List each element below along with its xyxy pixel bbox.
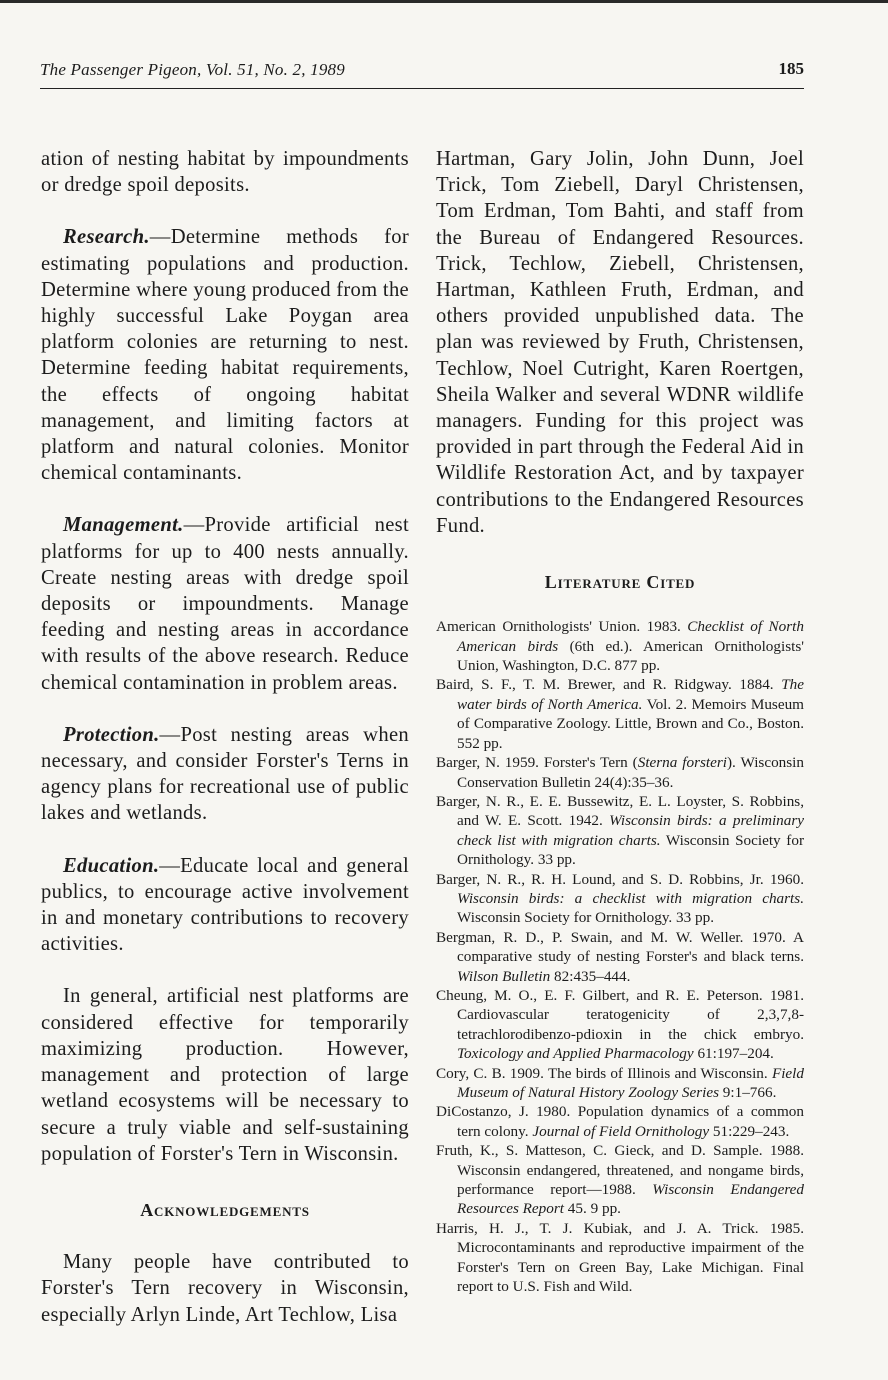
research-lead: Research. [63,226,150,249]
protection-text: —Post nesting areas when necessary, and consider Forster's Terns in agency plans for recreational use of public lakes and wetlands. [41,723,409,825]
management-paragraph [41,512,409,695]
reference-text: 9:1–766. [718,1084,777,1101]
reference-item [436,675,804,753]
protection-paragraph [41,722,409,827]
reference-text: American Ornithologists' Union. 1983. [436,618,688,636]
reference-item [436,1064,804,1103]
research-text: —Determine methods for estimating populations and production. Determine where young produced from the highly successful Lake Poygan area platform colonies are returning to nest. Determine feeding habitat requirements, the effects of ongoing habitat management, and limiting factors at platform and natural colonies. Monitor chemical contaminants. [41,226,409,485]
reference-title: Wilson Bulletin [457,967,551,985]
continued-paragraph: ation of nesting habitat by impoundments or dredge spoil deposits. [41,148,409,197]
acknowledgements-heading: Acknowledgements [140,1199,310,1220]
reference-text: DiCostanzo, J. 1980. Population dynamics of a common tern colony. [436,1103,804,1140]
reference-item [436,1219,804,1297]
reference-text: Harris, H. J., T. J. Kubiak, and J. A. Trick. 1985. Microcontaminants and reproductive impairment of the Forster's Tern on Green Bay, Lake Michigan. Final report to U.S. Fish and Wild. [436,1219,804,1296]
reference-item [436,870,804,928]
research-paragraph [41,224,409,486]
reference-text: Barger, N. R., R. H. Lound, and S. D. Robbins, Jr. 1960. [436,870,804,888]
reference-item [436,1141,804,1219]
reference-item [436,1102,804,1141]
management-text: —Provide artificial nest platforms for up to 400 nests annually. Create nesting areas with dredge spoil deposits or impoundments. Manage feeding and nesting areas in accordance with results of the above research. Reduce chemical contamination in problem areas. [41,514,409,694]
protection-lead: Protection. [63,723,160,746]
running-head: The Passenger Pigeon, Vol. 51, No. 2, 1989 [40,60,345,79]
reference-text: 82:435–444. [550,967,631,985]
reference-text: Cheung, M. O., E. F. Gilbert, and R. E. Peterson. 1981. Cardiovascular teratogenicity of 2,3,7,8-tetrachlorodibenzo-pdioxin in the chick embryo. [436,986,804,1043]
reference-text: Bergman, R. D., P. Swain, and M. W. Weller. 1970. A comparative study of nesting Forster's and black terns. [436,928,804,966]
right-column [436,146,804,1296]
left-column [41,146,409,1328]
reference-title: Field Museum of Natural History Zoology Series [457,1064,804,1101]
reference-text: 51:229–243. [709,1122,790,1140]
reference-title: Wisconsin birds: a checklist with migration charts. [457,889,804,907]
reference-text: Vol. 2. Memoirs Museum of Comparative Zoology. Little, Brown and Co., Boston. 552 pp. [457,695,804,752]
reference-text: (6th ed.). American Ornithologists' Union, Washington, D.C. 877 pp. [457,637,804,675]
reference-title: Wisconsin Endangered Resources Report [457,1181,805,1218]
education-lead: Education. [63,854,160,877]
reference-text: 45. 9 pp. [564,1200,621,1218]
reference-item [436,753,804,792]
acknowledgements-paragraph: Many people have contributed to Forster's Tern recovery in Wisconsin, especially Arlyn Linde, Art Techlow, Lisa [41,1251,409,1326]
reference-text: Barger, N. 1959. Forster's Tern ( [436,754,638,772]
reference-text: Barger, N. R., E. E. Bussewitz, E. L. Loyster, S. Robbins, and W. E. Scott. 1942. [436,792,804,830]
reference-title: Toxicology and Applied Pharmacology [457,1045,694,1063]
reference-item [436,986,804,1064]
reference-title: The water birds of North America. [457,676,804,713]
reference-title: Sterna forsteri [637,754,727,772]
reference-text: ). Wisconsin Conservation Bulletin 24(4):35–36. [457,754,804,791]
management-lead: Management. [63,514,184,537]
top-edge-rule [0,0,888,3]
literature-cited-heading: Literature Cited [544,572,696,593]
reference-title: Wisconsin birds: a preliminary check list with migration charts. [457,812,805,849]
reference-text: Cory, C. B. 1909. The birds of Illinois and Wisconsin. [436,1064,772,1082]
education-text: —Educate local and general publics, to encourage active involvement in and monetary contributions to recovery activities. [41,854,409,956]
page-header [40,58,804,89]
reference-list [436,617,804,1296]
education-paragraph [41,853,409,958]
page-number: 185 [778,59,804,78]
reference-text: Wisconsin Society for Ornithology. 33 pp. [457,831,805,869]
reference-title: Journal of Field Ornithology [532,1122,710,1140]
acknowledgements-continued: Hartman, Gary Jolin, John Dunn, Joel Trick, Tom Ziebell, Daryl Christensen, Tom Erdman, Tom Bahti, and staff from the Bureau of Endangered Resources. Trick, Techlow, Ziebell, Christensen, Hartman, Kathleen Fruth, Erdman, and others provided unpublished data. The plan was reviewed by Fruth, Christensen, Techlow, Noel Cutright, Karen Roertgen, Sheila Walker and several WDNR wildlife managers. Funding for this project was provided in part through the Federal Aid in Wildlife Restoration Act, and by taxpayer contributions to the Endangered Resources Fund. [436,148,804,537]
reference-text: Baird, S. F., T. M. Brewer, and R. Ridgway. 1884. [436,676,782,694]
reference-text: 61:197–204. [693,1045,774,1063]
reference-text: Fruth, K., S. Matteson, C. Gieck, and D. Sample. 1988. Wisconsin endangered, threatened, and nongame birds, performance report—1988. [436,1142,804,1199]
reference-item [436,928,804,986]
reference-item [436,617,804,675]
reference-item [436,792,804,870]
summary-paragraph: In general, artificial nest platforms are considered effective for temporarily maximizing production. However, management and protection of large wetland ecosystems will be necessary to secure a truly viable and self-sustaining population of Forster's Tern in Wisconsin. [41,985,409,1165]
reference-title: Checklist of North American birds [457,618,804,655]
reference-text: Wisconsin Society for Ornithology. 33 pp. [457,909,714,927]
